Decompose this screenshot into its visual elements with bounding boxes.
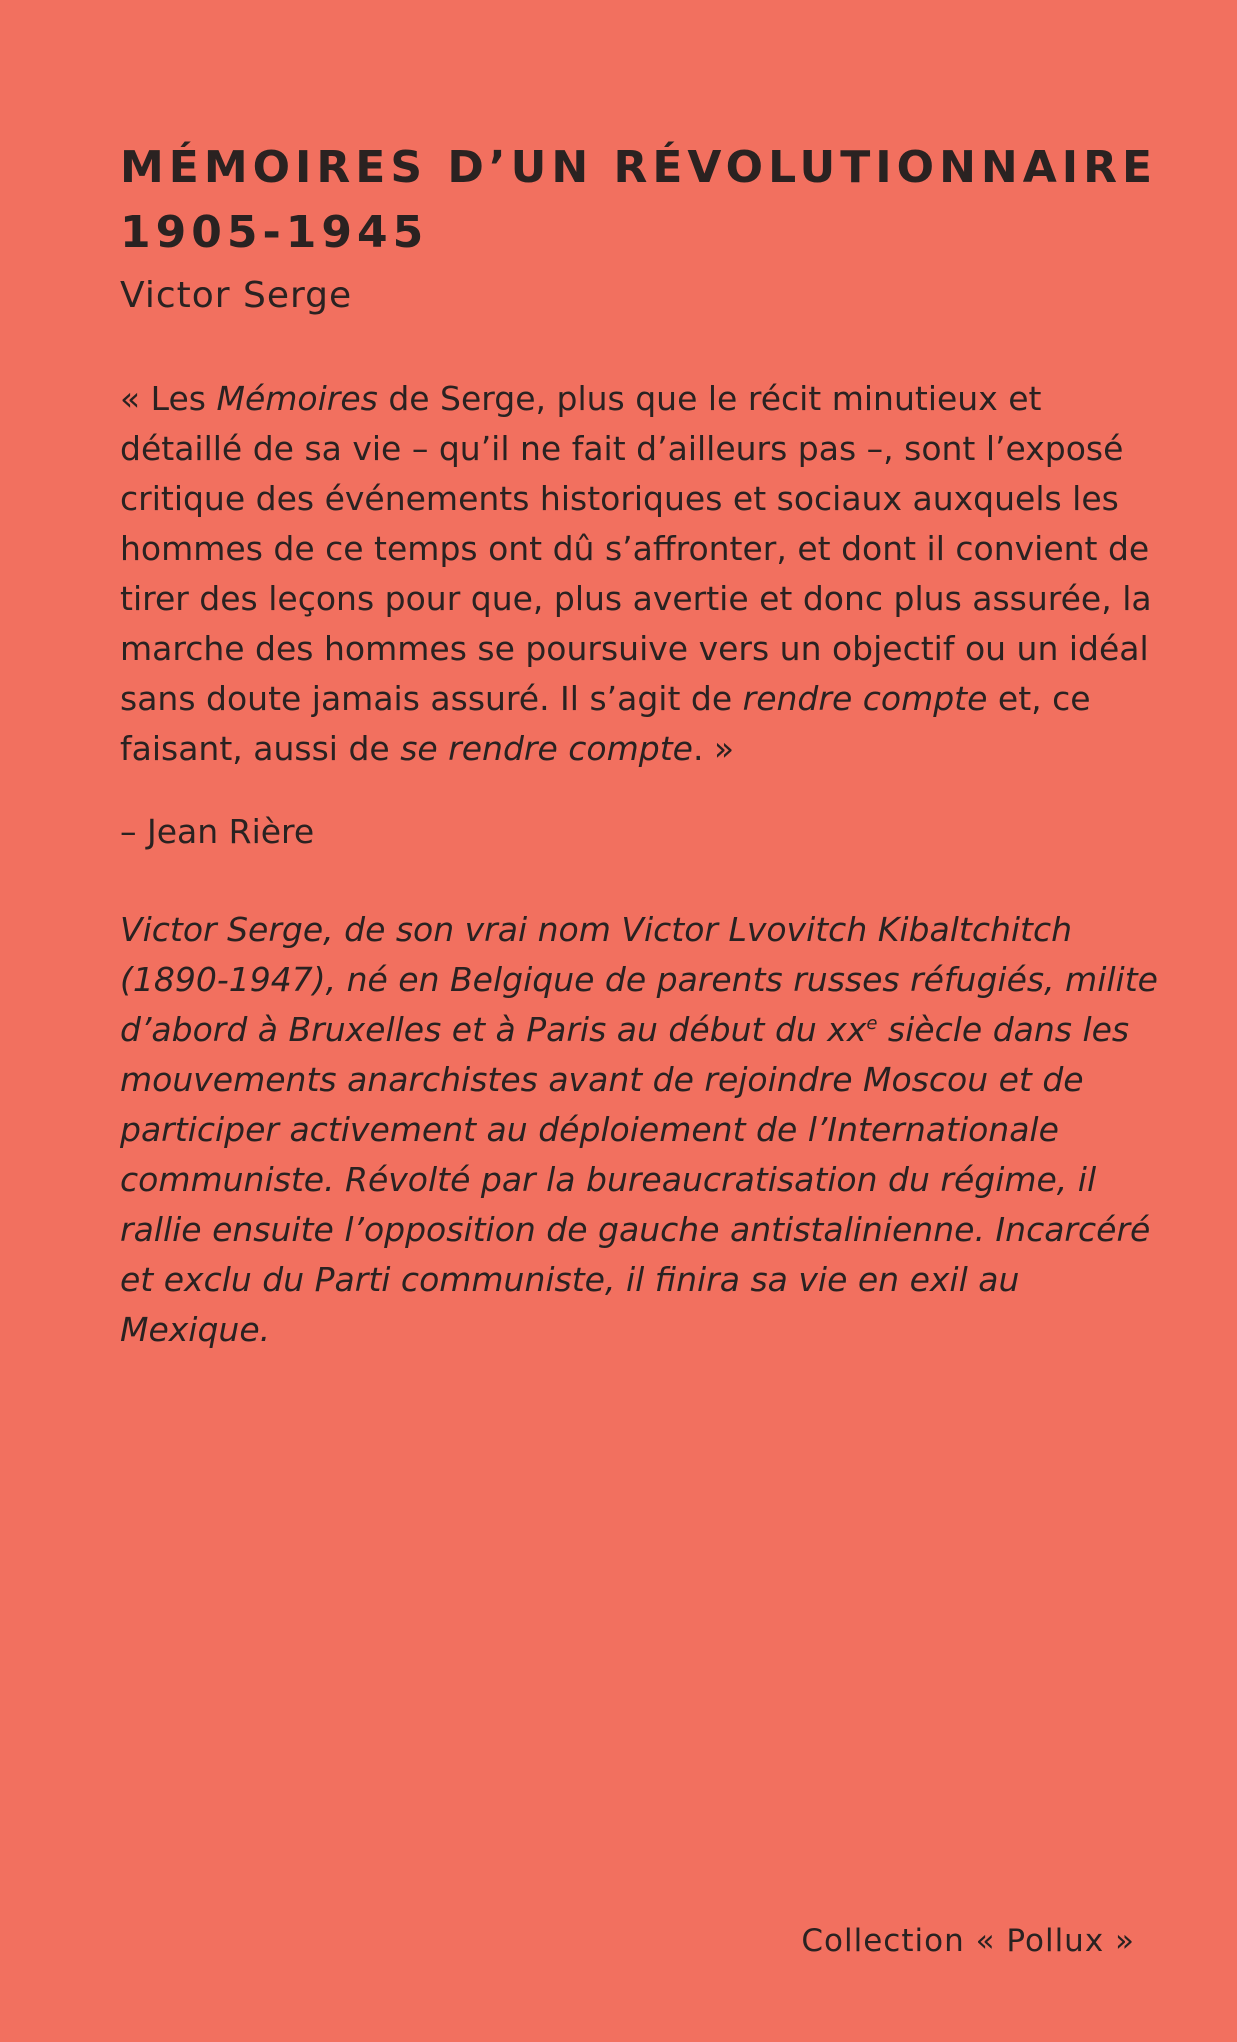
bio-text: Victor Serge, de son vrai nom Victor Lvovitch Kibaltchitch (1890-1947), né en Belgique de parents russes réfugiés, milite d’abord à Bruxelles et à Paris au début du xx (120, 910, 1158, 1049)
cover-content (120, 135, 1160, 1388)
quote-text: . » (692, 729, 735, 768)
quote-text: et, ce faisant, aussi de (120, 679, 1091, 768)
title-line: MÉMOIRES D’UN RÉVOLUTIONNAIRE (120, 142, 1158, 193)
author-biography (120, 905, 1160, 1355)
quote-text: « Les (120, 379, 217, 418)
quote-text: de Serge, plus que le récit minutieux et détaillé de sa vie – qu’il ne fait d’ailleurs pas –, sont l’exposé critique des événements historiques et sociaux auxquels les hommes de ce temps ont dû s’affronter, et dont il convient de tirer des leçons pour que, plus avertie et donc plus assurée, la marche des hommes se poursuive vers un objectif ou un idéal sans doute jamais assuré. Il s’agit de (120, 379, 1152, 718)
century-superscript: e (866, 1013, 878, 1034)
quote-italic-text: se rendre compte (400, 729, 693, 768)
bio-text: siècle dans les mouvements anarchistes avant de rejoindre Moscou et de participer activement au déploiement de l’Internationale communiste. Révolté par la bureaucratisation du régime, il rallie ensuite l’opposition de gauche antistalinienne. Incarcéré et exclu du Parti communiste, il finira sa vie en exil au Mexique. (120, 1010, 1151, 1349)
quote-paragraph (120, 374, 1160, 774)
title-dates: 1905-1945 (120, 207, 429, 258)
collection-label: Collection « Pollux » (801, 1923, 1135, 1959)
quote-attribution: – Jean Rière (120, 812, 315, 851)
quote-italic-text: Mémoires (216, 379, 378, 418)
book-title (120, 135, 1160, 265)
author-name: Victor Serge (120, 275, 353, 316)
quote-italic-text: rendre compte (742, 679, 988, 718)
